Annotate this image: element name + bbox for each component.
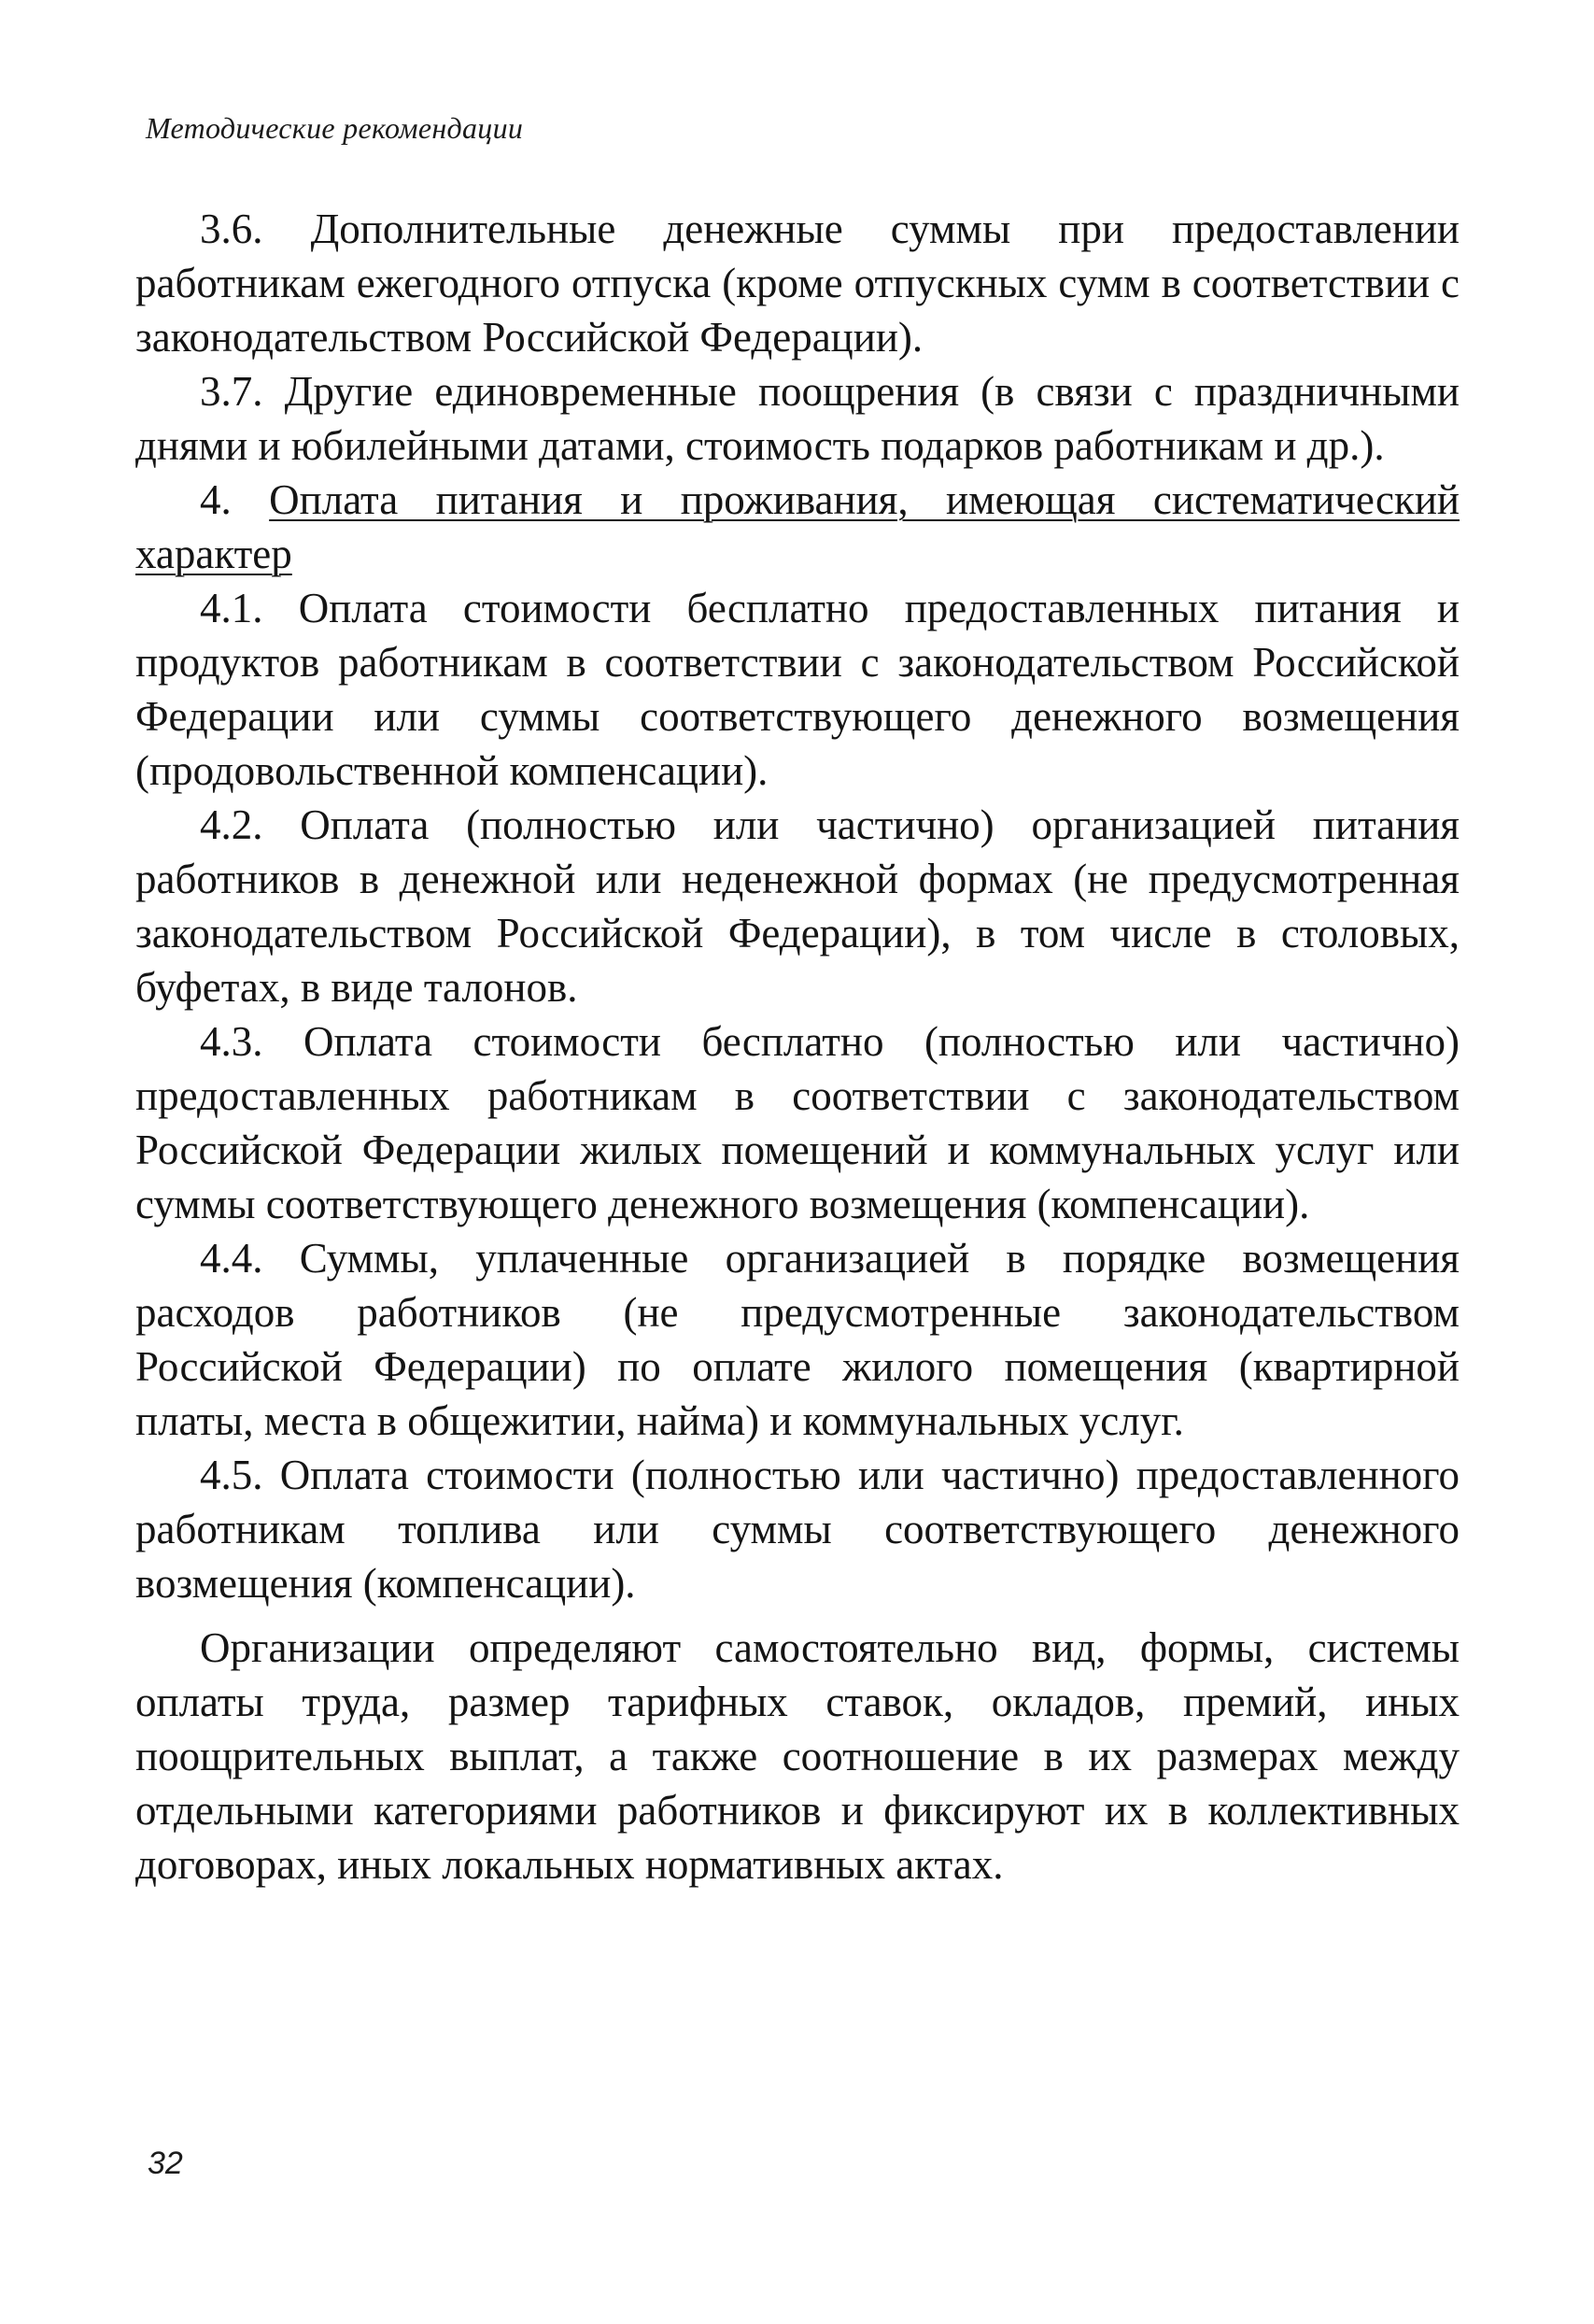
paragraph-4-1: 4.1. Оплата стоимости бесплатно предоставленных питания и продуктов работникам в соответствии с законодательством Российской Федерации или суммы соответствующего денежного возмещения (продовольственной компенсации). [135,585,1460,794]
paragraph-4-2: 4.2. Оплата (полностью или частично) организацией питания работников в денежной или неденежной формах (не предусмотренная законодательством Российской Федерации), в том числе в столовых, буфетах, в виде талонов. [135,801,1460,1011]
paragraph-4-4: 4.4. Суммы, уплаченные организацией в порядке возмещения расходов работников (не предусмотренные законодательством Российской Федерации) по оплате жилого помещения (квартирной платы, места в общежитии, найма) и коммунальных услуг. [135,1235,1460,1444]
section-number: 4. [200,476,270,523]
section-heading-4 [135,473,1460,581]
paragraph-3-6: 3.6. Дополнительные денежные суммы при предоставлении работникам ежегодного отпуска (кроме отпускных сумм в соответствии с законодательством Российской Федерации). [135,205,1460,361]
paragraph-3-7: 3.7. Другие единовременные поощрения (в связи с праздничными днями и юбилейными датами, стоимость подарков работникам и др.). [135,368,1460,469]
paragraph-conclusion: Организации определяют самостоятельно вид, формы, системы оплаты труда, размер тарифных ставок, окладов, премий, иных поощрительных выплат, а также соотношение в их размерах между отдельными категориями работников и фиксируют их в коллективных договорах, иных локальных нормативных актах. [135,1624,1460,1888]
page-number: 32 [148,2146,183,2181]
body-text [135,202,1460,1892]
running-title: Методические рекомендации [146,111,524,145]
paragraph-4-5: 4.5. Оплата стоимости (полностью или частично) предоставленного работникам топлива или суммы соответствующего денежного возмещения (компенсации). [135,1452,1460,1607]
paragraph-4-3: 4.3. Оплата стоимости бесплатно (полностью или частично) предоставленных работникам в соответствии с законодательством Российской Федерации жилых помещений и коммунальных услуг или суммы соответствующего денежного возмещения (компенсации). [135,1018,1460,1227]
section-title: Оплата питания и проживания, имеющая систематический характер [135,476,1460,577]
